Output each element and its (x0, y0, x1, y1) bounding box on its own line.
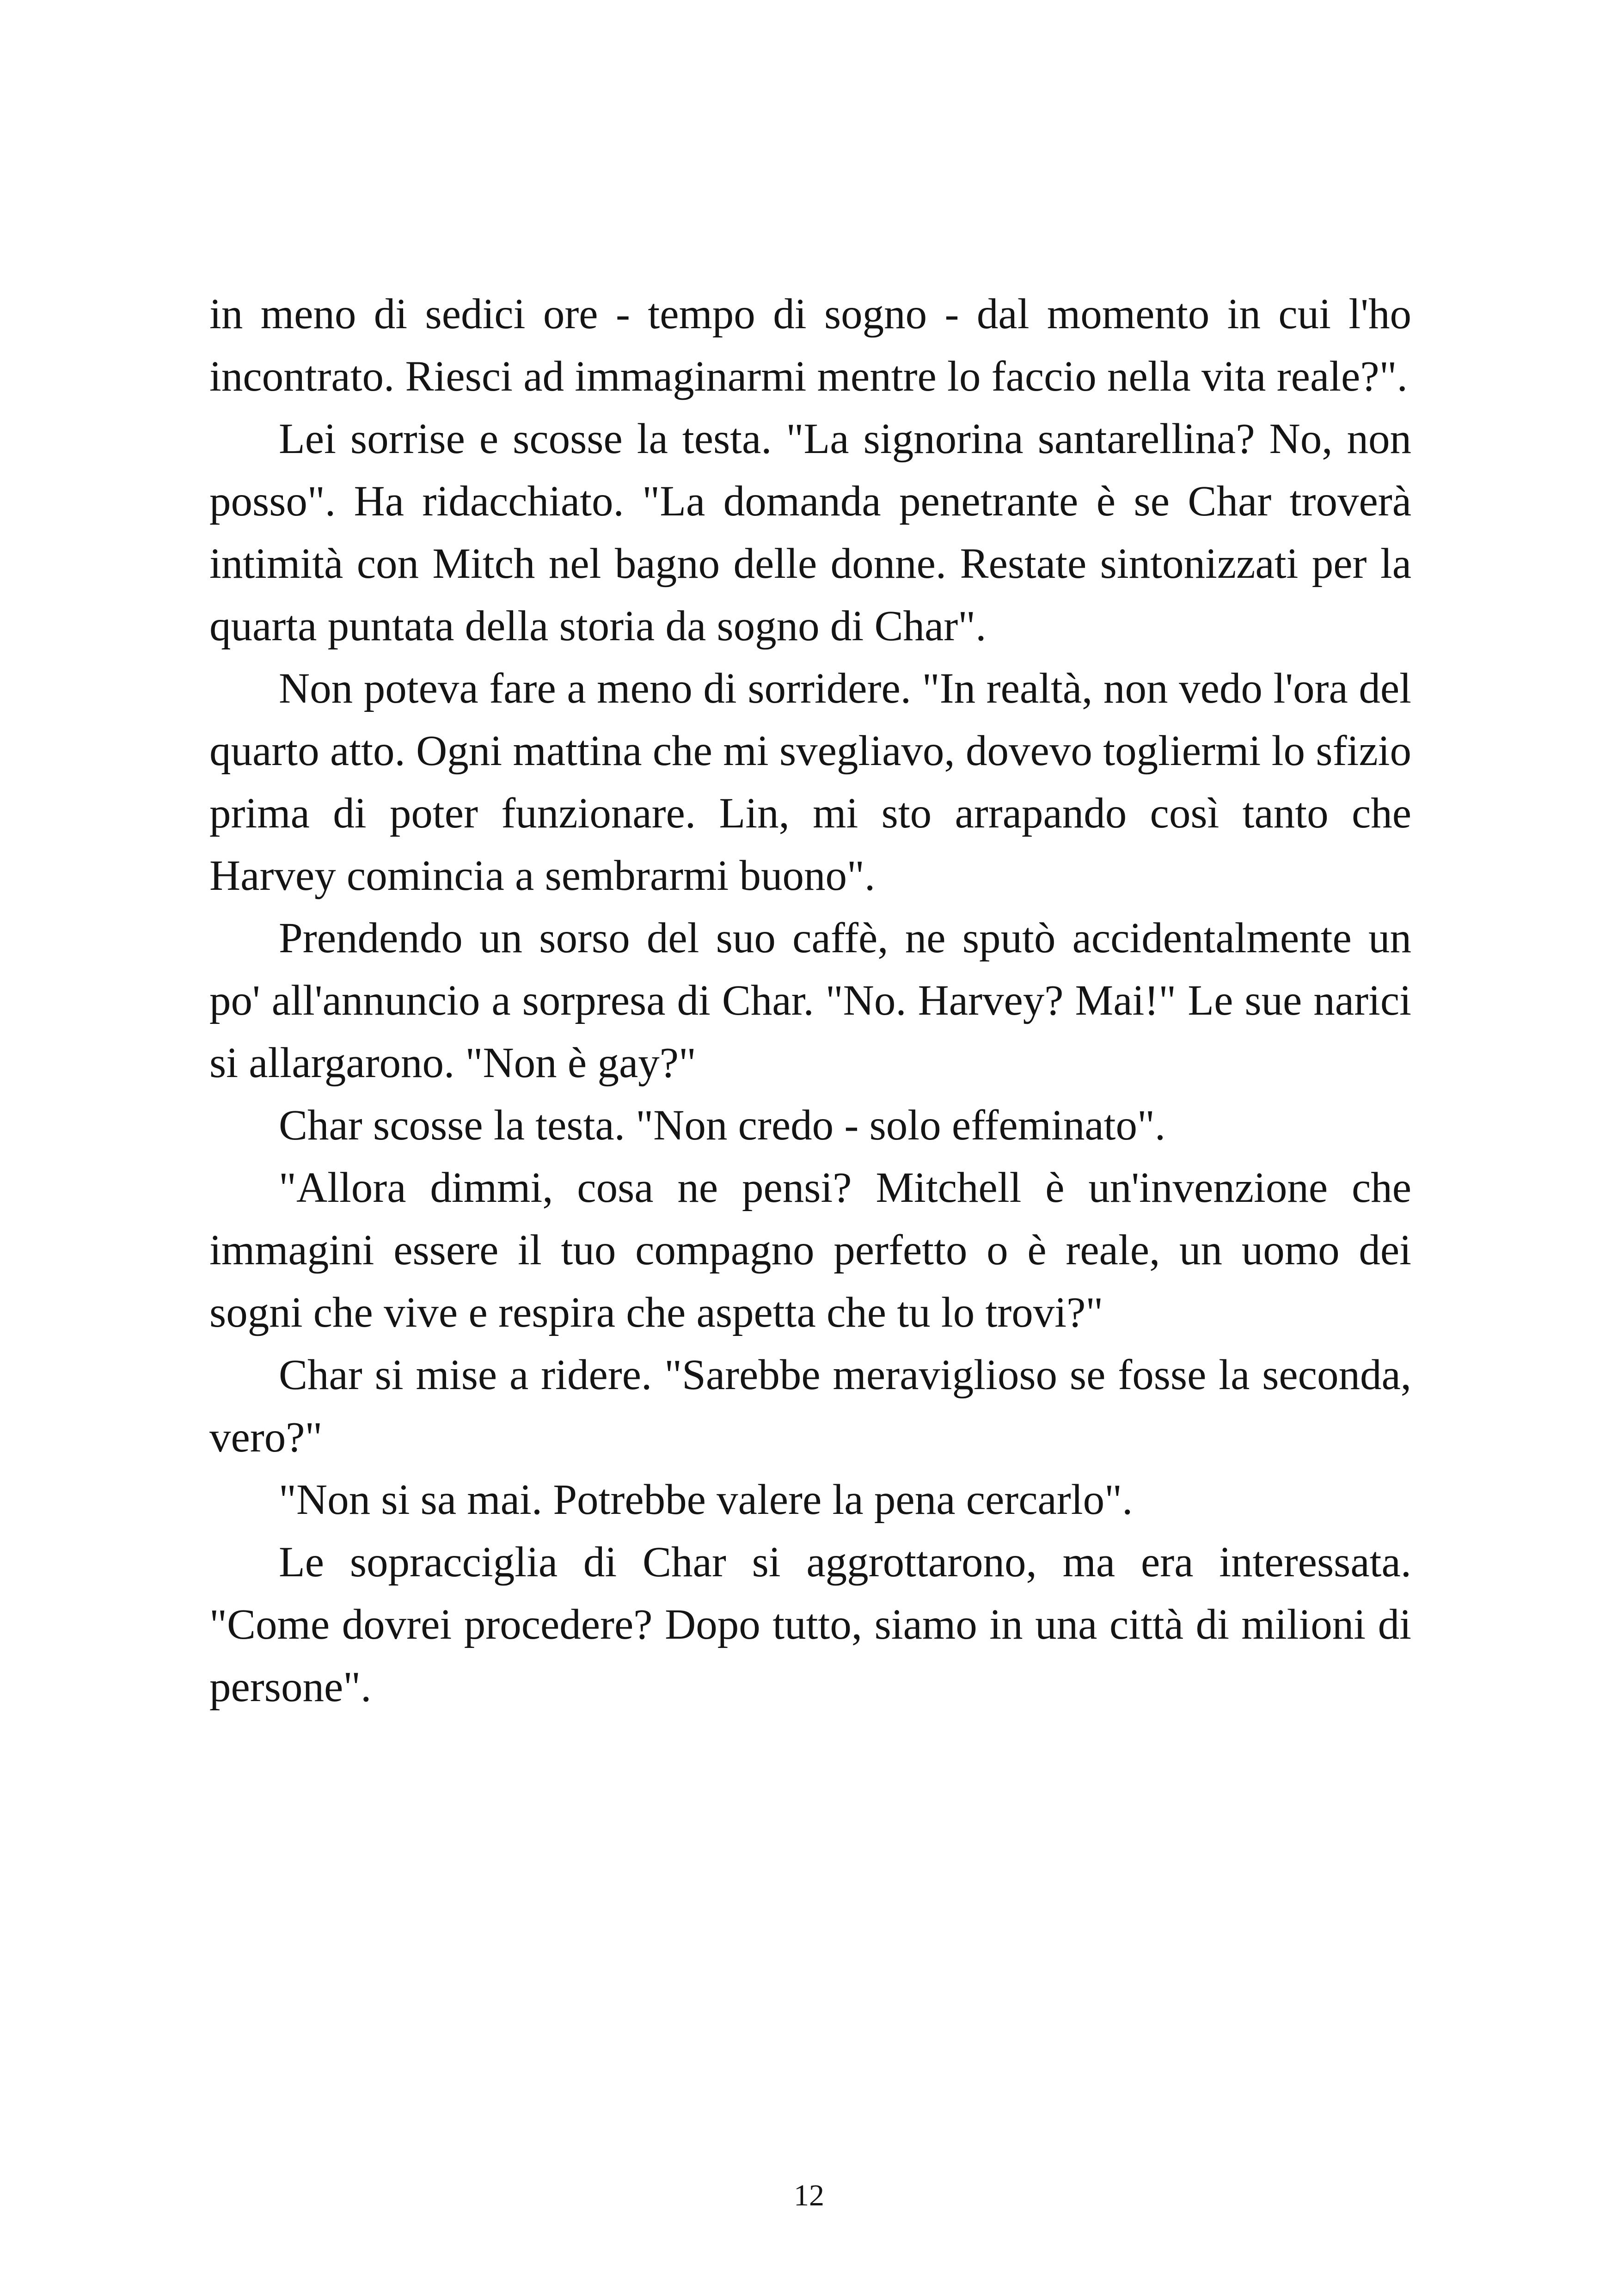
paragraph-2: Lei sorrise e scosse la testa. "La signorina santarellina? No, non posso". Ha ridacchiato. "La domanda penetrante è se Char troverà intimità con Mitch nel bagno delle donne. Restate sintonizzati per la quarta puntata della storia da sogno di Char". (209, 415, 1411, 650)
paragraph-4: Prendendo un sorso del suo caffè, ne sputò accidentalmente un po' all'annuncio a sorpresa di Char. "No. Harvey? Mai!" Le sue narici si allargarono. "Non è gay?" (209, 914, 1411, 1087)
body-text (209, 283, 1411, 1718)
paragraph-5: Char scosse la testa. "Non credo - solo effeminato". (279, 1102, 1166, 1149)
page-number: 12 (794, 2179, 824, 2212)
paragraph-1: in meno di sedici ore - tempo di sogno - dal momento in cui l'ho incontrato. Riesci ad immaginarmi mentre lo faccio nella vita reale?". (209, 290, 1411, 400)
paragraph-9: Le sopracciglia di Char si aggrottarono, ma era interessata. "Come dovrei procedere? Dopo tutto, siamo in una città di milioni di persone". (209, 1538, 1411, 1711)
paragraph-6: "Allora dimmi, cosa ne pensi? Mitchell è un'invenzione che immagini essere il tuo compagno perfetto o è reale, un uomo dei sogni che vive e respira che aspetta che tu lo trovi?" (209, 1164, 1411, 1336)
paragraph-8: "Non si sa mai. Potrebbe valere la pena cercarlo". (279, 1476, 1133, 1524)
paragraph-3: Non poteva fare a meno di sorridere. "In realtà, non vedo l'ora del quarto atto. Ogni mattina che mi svegliavo, dovevo togliermi lo sfizio prima di poter funzionare. Lin, mi sto arrapando così tanto che Harvey comincia a sembrarmi buono". (209, 665, 1411, 900)
paragraph-7: Char si mise a ridere. "Sarebbe meraviglioso se fosse la seconda, vero?" (209, 1351, 1411, 1461)
